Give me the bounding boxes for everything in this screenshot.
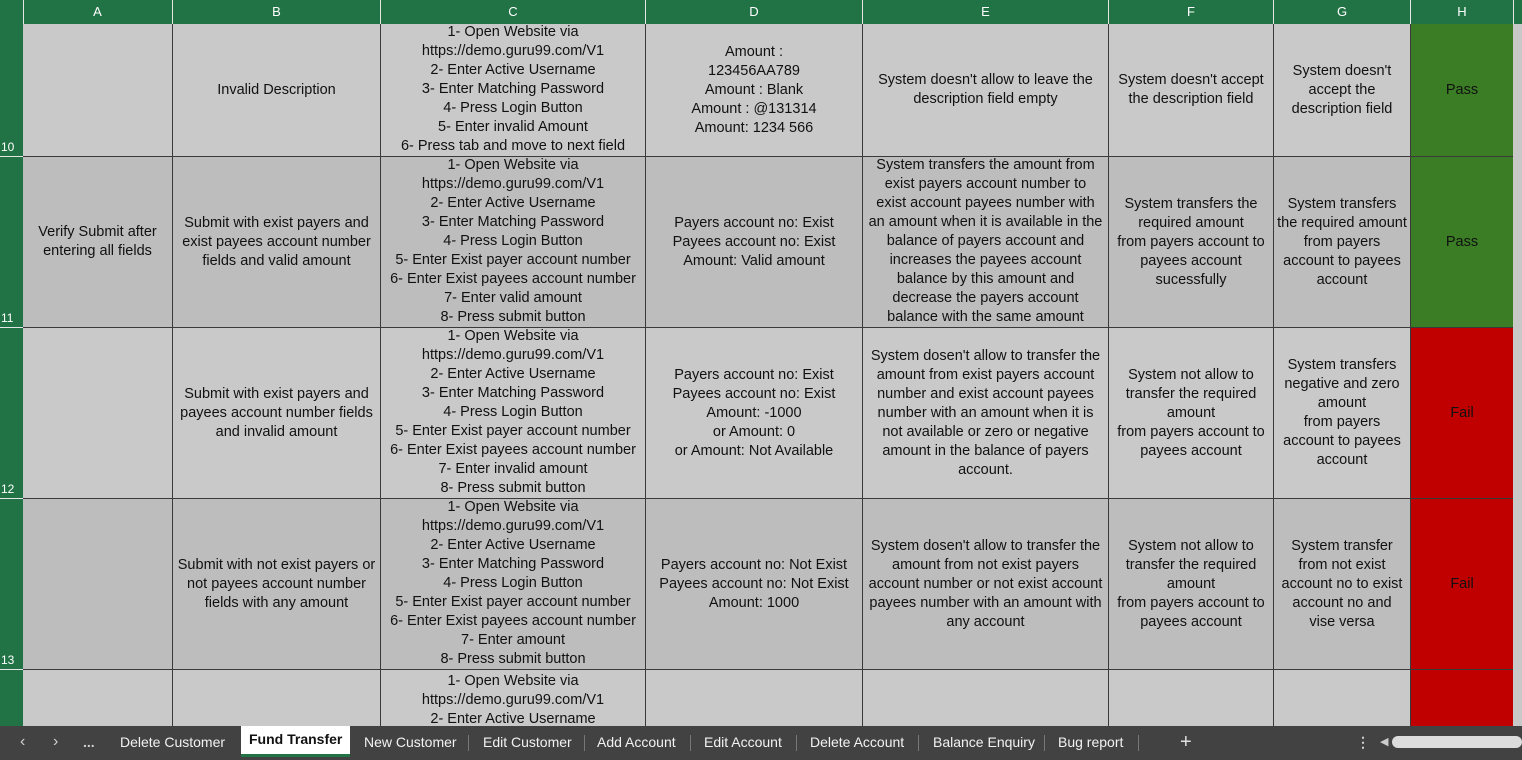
cell-e11[interactable]: System transfers the amount from exist payers account number to exist account payees number with an amount when it is available in the balance of payers account and increases the payees account balance by this amount and decrease the payers account balance with the same amount	[863, 157, 1109, 328]
cell-c13[interactable]: 1- Open Website via https://demo.guru99.com/V1 2- Enter Active Username 3- Enter Matching Password 4- Press Login Button 5- Enter Exist payer account number 6- Enter Exist payees account number 7- Enter amount 8- Press submit button	[381, 499, 646, 670]
cell-f10[interactable]: System doesn't accept the description field	[1109, 24, 1274, 157]
cell-f14[interactable]	[1109, 670, 1274, 726]
scroll-left-icon[interactable]: ◀	[1380, 736, 1389, 748]
cell-e14[interactable]	[863, 670, 1109, 726]
cell-c14[interactable]: 1- Open Website via https://demo.guru99.com/V1 2- Enter Active Username	[381, 670, 646, 726]
cell-a11[interactable]: Verify Submit after entering all fields	[23, 157, 173, 328]
cell-b14[interactable]	[173, 670, 381, 726]
cell-c11[interactable]: 1- Open Website via https://demo.guru99.com/V1 2- Enter Active Username 3- Enter Matching Password 4- Press Login Button 5- Enter Exist payer account number 6- Enter Exist payees account number 7- Enter valid amount 8- Press submit button	[381, 157, 646, 328]
tab-separator	[918, 735, 919, 751]
tab-separator	[468, 735, 469, 751]
column-header-g[interactable]: G	[1274, 0, 1411, 24]
tab-separator	[584, 735, 585, 751]
cell-a10[interactable]	[23, 24, 173, 157]
tab-separator	[690, 735, 691, 751]
column-header-e[interactable]: E	[863, 0, 1109, 24]
row-header-10[interactable]: 10	[0, 24, 23, 157]
row-header-13[interactable]: 13	[0, 499, 23, 670]
cell-a12[interactable]	[23, 328, 173, 499]
tab-fund-transfer[interactable]: Fund Transfer	[241, 726, 350, 757]
cell-b13[interactable]: Submit with not exist payers or not payees account number fields with any amount	[173, 499, 381, 670]
column-header-a[interactable]: A	[23, 0, 173, 24]
tab-separator	[796, 735, 797, 751]
cell-e13[interactable]: System dosen't allow to transfer the amount from not exist payers account number or not exist account payees number with an amount with any account	[863, 499, 1109, 670]
tab-delete-customer[interactable]: Delete Customer	[120, 734, 226, 750]
cell-d14[interactable]	[646, 670, 863, 726]
cell-f12[interactable]: System not allow to transfer the required amount from payers account to payees account	[1109, 328, 1274, 499]
tab-delete-account[interactable]: Delete Account	[810, 734, 905, 750]
column-header-h[interactable]: H	[1411, 0, 1514, 24]
cell-g12[interactable]: System transfers negative and zero amount from payers account to payees account	[1274, 328, 1411, 499]
add-sheet-button[interactable]: +	[1180, 731, 1192, 753]
cell-g10[interactable]: System doesn't accept the description field	[1274, 24, 1411, 157]
cell-g11[interactable]: System transfers the required amount from payers account to payees account	[1274, 157, 1411, 328]
cell-a14[interactable]	[23, 670, 173, 726]
cell-d13[interactable]: Payers account no: Not Exist Payees account no: Not Exist Amount: 1000	[646, 499, 863, 670]
grid-right-edge	[1513, 24, 1522, 726]
cell-c10[interactable]: 1- Open Website via https://demo.guru99.com/V1 2- Enter Active Username 3- Enter Matching Password 4- Press Login Button 5- Enter invalid Amount 6- Press tab and move to next field	[381, 24, 646, 157]
tab-separator	[1138, 735, 1139, 751]
cell-g13[interactable]: System transfer from not exist account no to exist account no and vise versa	[1274, 499, 1411, 670]
cell-e12[interactable]: System dosen't allow to transfer the amount from exist payers account number and exist account payees number with an amount when it is not available or zero or negative amount in the balance of payers account.	[863, 328, 1109, 499]
cell-h14-status[interactable]	[1411, 670, 1514, 726]
cell-b11[interactable]: Submit with exist payers and exist payees account number fields and valid amount	[173, 157, 381, 328]
tab-new-customer[interactable]: New Customer	[364, 734, 457, 750]
sheet-tab-bar	[0, 726, 1522, 760]
cell-f13[interactable]: System not allow to transfer the required amount from payers account to payees account	[1109, 499, 1274, 670]
cell-d12[interactable]: Payers account no: Exist Payees account no: Exist Amount: -1000 or Amount: 0 or Amount: Not Available	[646, 328, 863, 499]
cell-d11[interactable]: Payers account no: Exist Payees account no: Exist Amount: Valid amount	[646, 157, 863, 328]
chevron-right-icon[interactable]: ›	[53, 733, 59, 750]
tab-edit-customer[interactable]: Edit Customer	[483, 734, 572, 750]
cell-h11-status[interactable]: Pass	[1411, 157, 1514, 328]
row-header-14[interactable]	[0, 670, 23, 726]
column-header-bar	[0, 0, 1522, 25]
vertical-dots-icon[interactable]: ⋮	[1356, 734, 1370, 750]
cell-g14[interactable]	[1274, 670, 1411, 726]
cell-b10[interactable]: Invalid Description	[173, 24, 381, 157]
tab-separator	[1044, 735, 1045, 751]
scrollbar-thumb[interactable]	[1392, 736, 1522, 748]
horizontal-scrollbar[interactable]	[1380, 736, 1522, 748]
cell-h10-status[interactable]: Pass	[1411, 24, 1514, 157]
row-header-12[interactable]: 12	[0, 328, 23, 499]
cell-f11[interactable]: System transfers the required amount from payers account to payees account sucessfully	[1109, 157, 1274, 328]
cell-h13-status[interactable]: Fail	[1411, 499, 1514, 670]
column-header-d[interactable]: D	[646, 0, 863, 24]
tab-balance-enquiry[interactable]: Balance Enquiry	[933, 734, 1035, 750]
spreadsheet-grid	[23, 24, 1522, 726]
cell-e10[interactable]: System doesn't allow to leave the description field empty	[863, 24, 1109, 157]
cell-c12[interactable]: 1- Open Website via https://demo.guru99.com/V1 2- Enter Active Username 3- Enter Matching Password 4- Press Login Button 5- Enter Exist payer account number 6- Enter Exist payees account number 7- Enter invalid amount 8- Press submit button	[381, 328, 646, 499]
more-tabs-button[interactable]: ...	[83, 734, 95, 750]
row-header-bar	[0, 24, 23, 726]
row-header-11[interactable]: 11	[0, 157, 23, 328]
chevron-left-icon[interactable]: ‹	[20, 733, 26, 750]
column-header-f[interactable]: F	[1109, 0, 1274, 24]
column-header-c[interactable]: C	[381, 0, 646, 24]
tab-add-account[interactable]: Add Account	[597, 734, 676, 750]
tab-edit-account[interactable]: Edit Account	[704, 734, 782, 750]
cell-b12[interactable]: Submit with exist payers and payees account number fields and invalid amount	[173, 328, 381, 499]
column-header-b[interactable]: B	[173, 0, 381, 24]
cell-h12-status[interactable]: Fail	[1411, 328, 1514, 499]
tab-bug-report[interactable]: Bug report	[1058, 734, 1124, 750]
cell-a13[interactable]	[23, 499, 173, 670]
cell-d10[interactable]: Amount : 123456AA789 Amount : Blank Amount : @131314 Amount: 1234 566	[646, 24, 863, 157]
select-all-corner[interactable]	[0, 0, 24, 24]
